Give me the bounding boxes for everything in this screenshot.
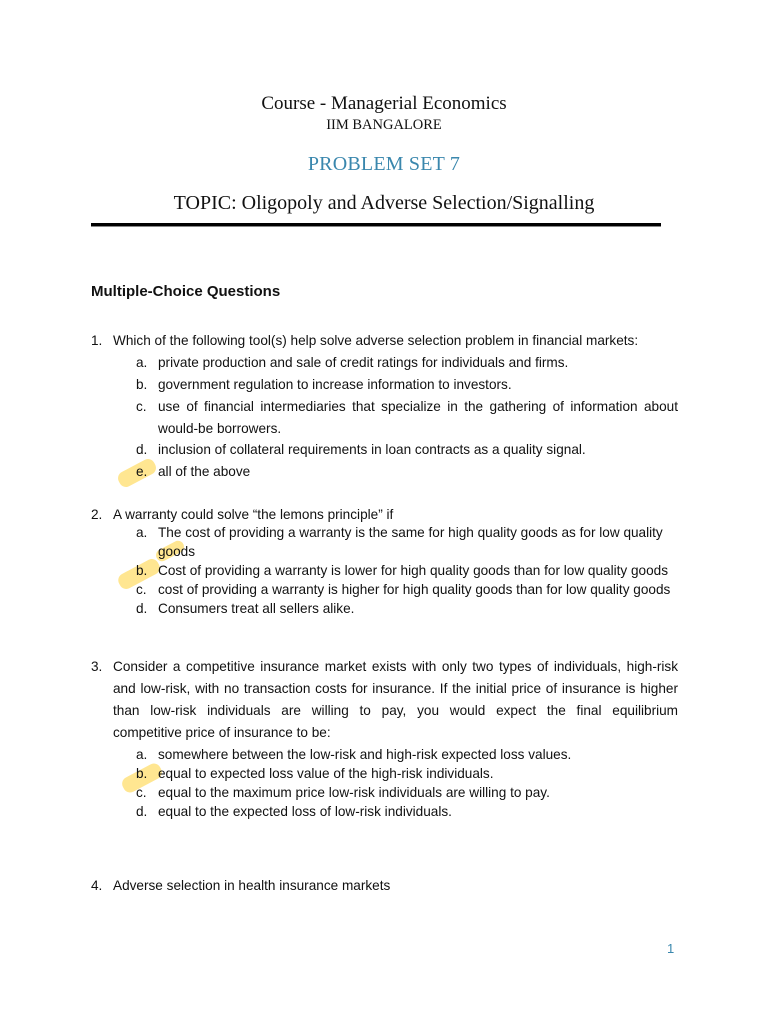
option-letter: e. bbox=[136, 464, 148, 479]
option-text: somewhere between the low-risk and high-risk expected loss values. bbox=[158, 747, 572, 762]
question-number: 3. bbox=[91, 659, 103, 674]
option-text: equal to the maximum price low-risk individuals are willing to pay. bbox=[158, 785, 550, 800]
section-heading: Multiple-Choice Questions bbox=[91, 283, 281, 300]
question-text: and low-risk, with no transaction costs for insurance. If the initial price of insurance is higher bbox=[113, 681, 678, 696]
option-text: equal to expected loss value of the high-risk individuals. bbox=[158, 766, 494, 781]
option-text-continued: would-be borrowers. bbox=[158, 421, 282, 436]
question-text: than low-risk individuals are willing to pay, you would expect the final equilibrium bbox=[113, 703, 678, 718]
question-text: Consider a competitive insurance market exists with only two types of individuals, high-risk bbox=[113, 659, 678, 674]
institute-name: IIM BANGALORE bbox=[326, 117, 442, 133]
option-letter: d. bbox=[136, 601, 148, 616]
option-letter: b. bbox=[136, 377, 148, 392]
option-text: private production and sale of credit ratings for individuals and firms. bbox=[158, 355, 569, 370]
question-text: competitive price of insurance to be: bbox=[113, 725, 331, 740]
option-letter: b. bbox=[136, 563, 148, 578]
option-letter: c. bbox=[136, 399, 147, 414]
question-text: Which of the following tool(s) help solve adverse selection problem in financial markets: bbox=[113, 333, 639, 348]
topic-title: TOPIC: Oligopoly and Adverse Selection/Signalling bbox=[173, 192, 595, 214]
course-title: Course - Managerial Economics bbox=[261, 93, 507, 114]
option-letter: a. bbox=[136, 355, 148, 370]
option-text: equal to the expected loss of low-risk individuals. bbox=[158, 804, 452, 819]
option-text: use of financial intermediaries that specialize in the gathering of information about bbox=[158, 399, 678, 414]
problem-set-title: PROBLEM SET 7 bbox=[307, 153, 461, 175]
option-letter: c. bbox=[136, 582, 147, 597]
option-text: cost of providing a warranty is higher for high quality goods than for low quality goods bbox=[158, 582, 671, 597]
question-number: 2. bbox=[91, 507, 103, 522]
option-letter: c. bbox=[136, 785, 147, 800]
option-letter: a. bbox=[136, 525, 148, 540]
question-text: Adverse selection in health insurance markets bbox=[113, 878, 391, 893]
option-letter: b. bbox=[136, 766, 148, 781]
option-text-continued: goods bbox=[158, 544, 196, 559]
option-letter: d. bbox=[136, 804, 148, 819]
header-divider bbox=[91, 223, 661, 226]
question-text: A warranty could solve “the lemons principle” if bbox=[113, 507, 394, 522]
option-text: The cost of providing a warranty is the same for high quality goods as for low quality bbox=[158, 525, 663, 540]
option-text: inclusion of collateral requirements in loan contracts as a quality signal. bbox=[158, 442, 586, 457]
question-number: 4. bbox=[91, 878, 103, 893]
option-text: government regulation to increase information to investors. bbox=[158, 377, 512, 392]
option-text: Cost of providing a warranty is lower for high quality goods than for low quality goods bbox=[158, 563, 669, 578]
option-text: all of the above bbox=[158, 464, 251, 479]
question-number: 1. bbox=[91, 333, 103, 348]
option-letter: d. bbox=[136, 442, 148, 457]
option-letter: a. bbox=[136, 747, 148, 762]
option-text: Consumers treat all sellers alike. bbox=[158, 601, 355, 616]
page-number: 1 bbox=[667, 941, 675, 956]
